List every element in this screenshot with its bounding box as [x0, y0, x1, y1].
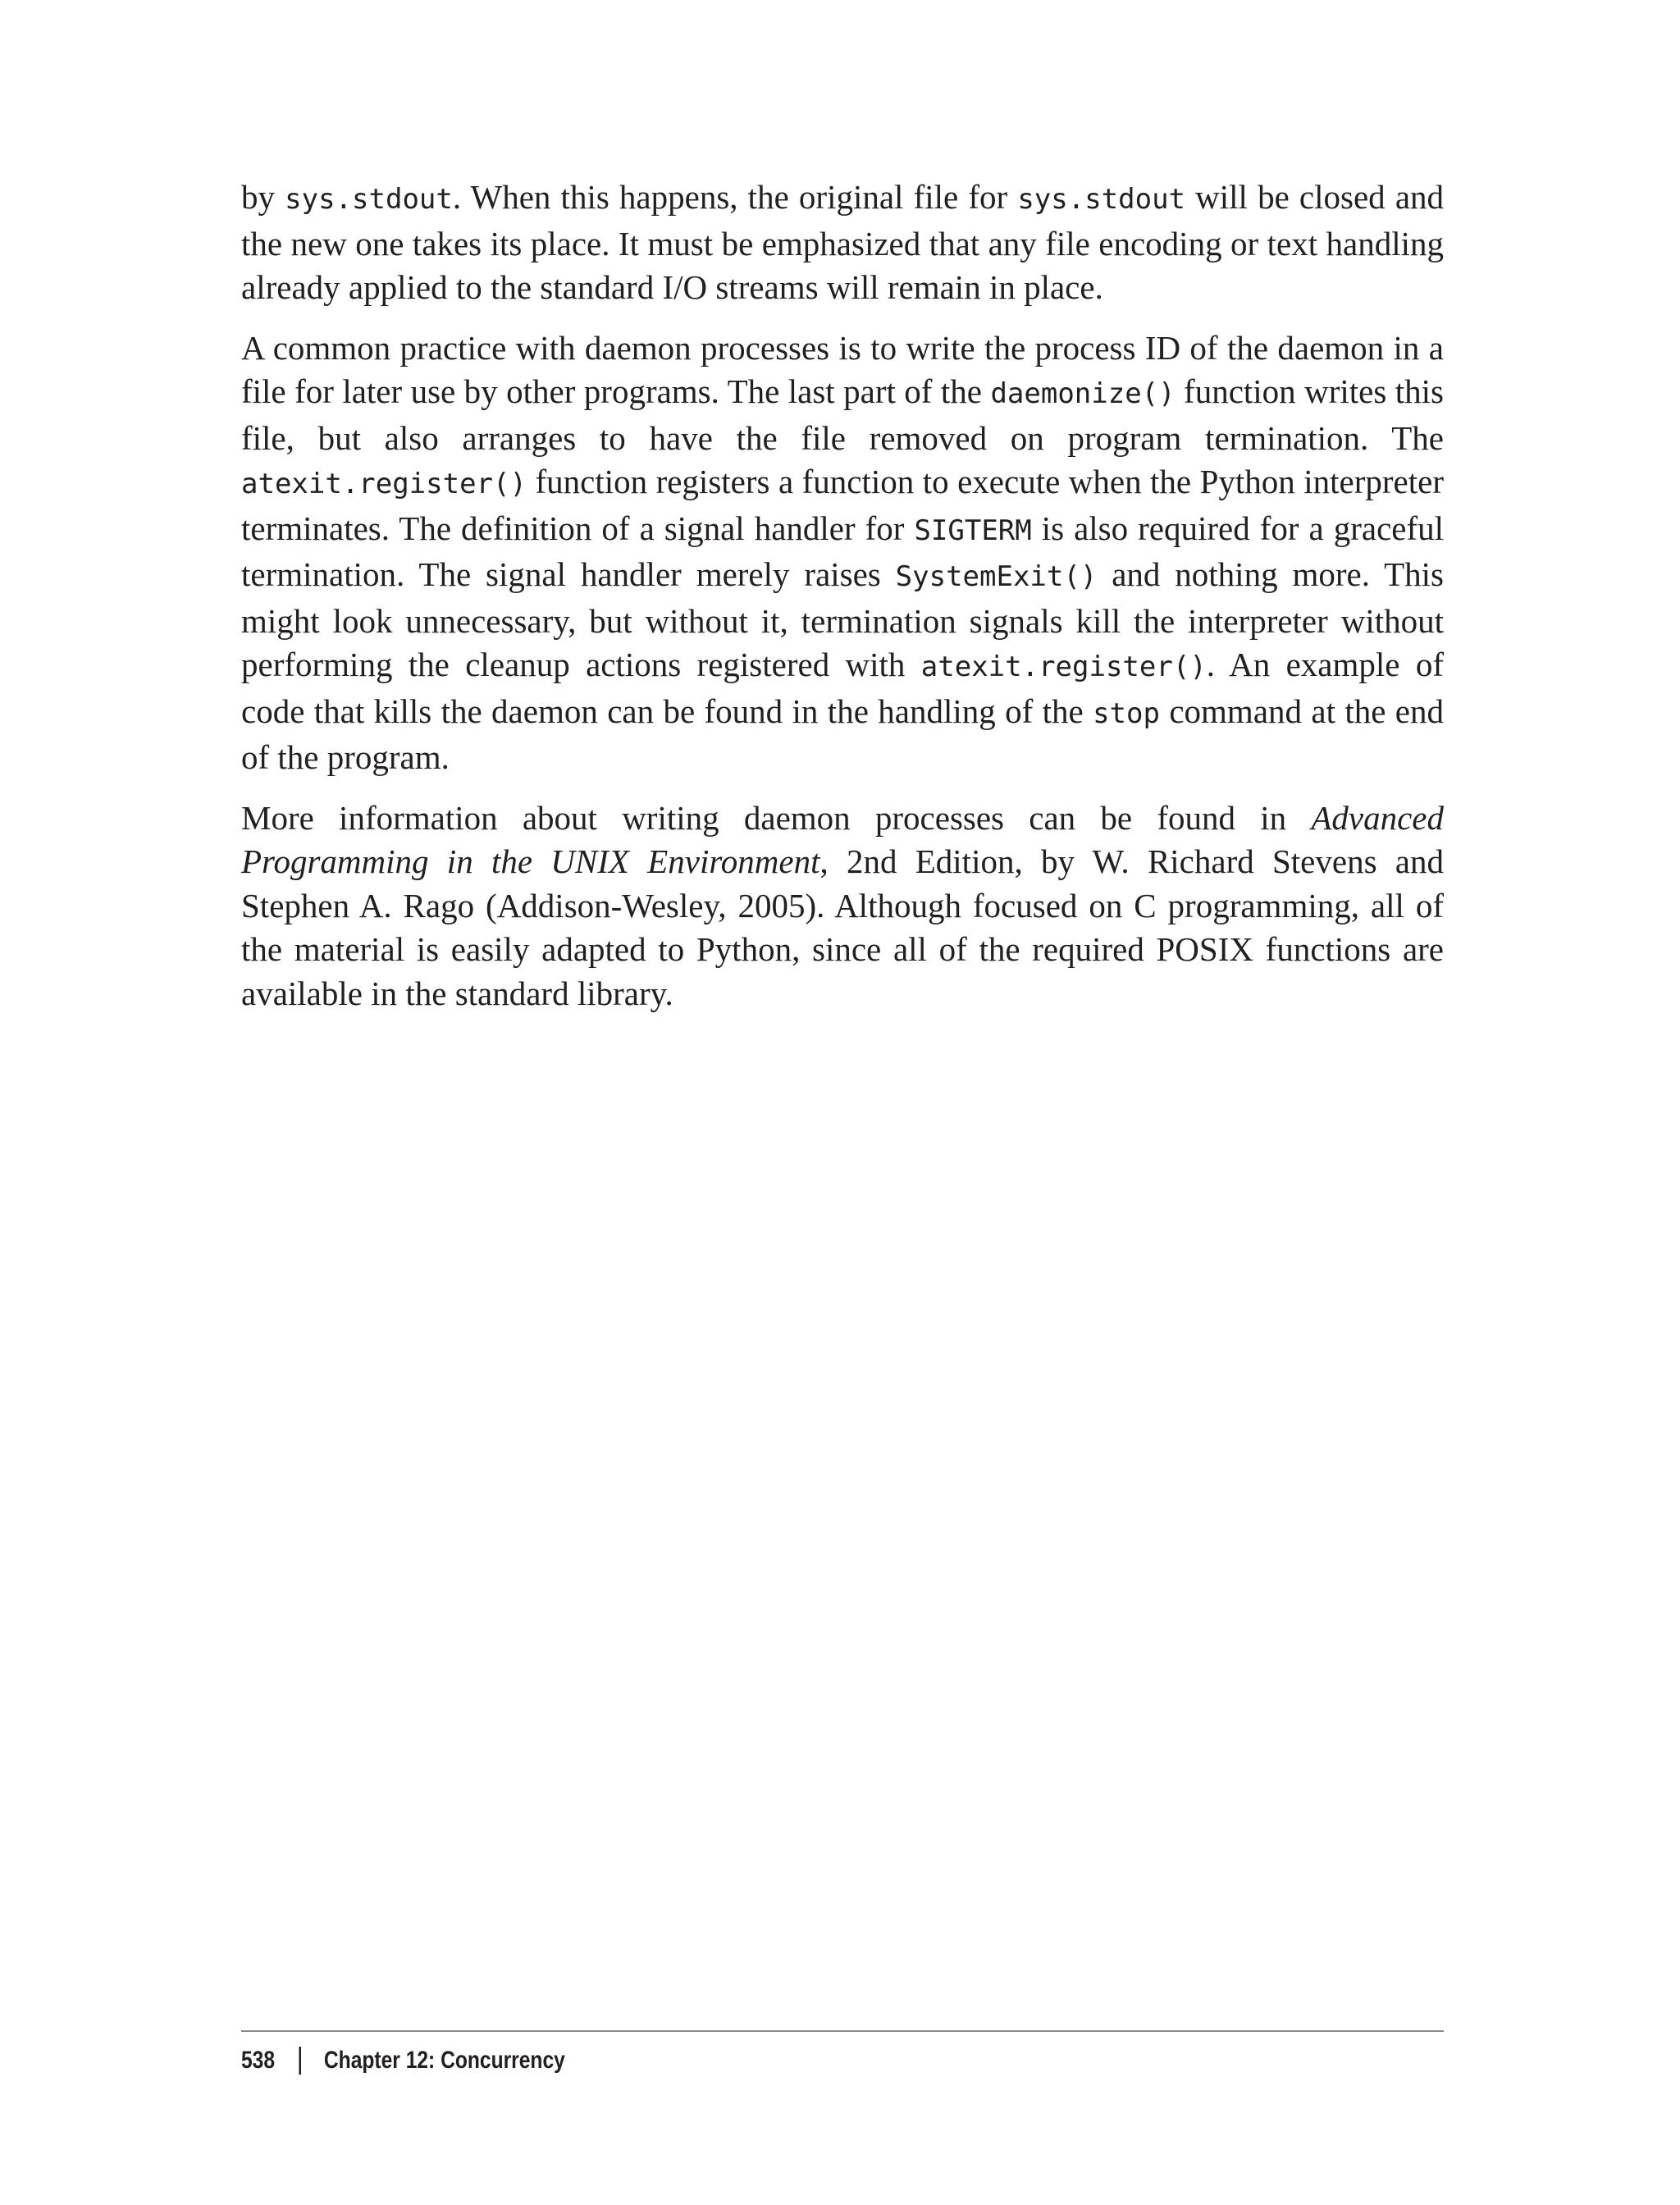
inline-code: SystemExit(): [895, 560, 1098, 593]
book-title-reference: Advanced Programming in the UNIX Environment: [241, 798, 1444, 880]
footer-divider: [241, 2030, 1444, 2032]
page-number: 538: [241, 2047, 276, 2074]
paragraph-pid-file: A common practice with daemon processes is to write the process ID of the daemon in a file for later use by other programs. The last part of the daemonize() function writes this file, but also arranges to have the file removed on program termination. The atexit.register() function registers a function to execute when the Python interpreter terminates. The definition of a signal handler for SIGTERM is also required for a graceful termination. The signal handler merely raises SystemExit() and nothing more. This might look unnecessary, but without it, termination signals kill the interpreter without performing the cleanup actions registered with atexit.register(). An example of code that kills the daemon can be found in the handling of the stop command at the end of the program.: [241, 328, 1445, 776]
footer-separator: [299, 2047, 301, 2075]
body-text: [241, 176, 1444, 1032]
inline-code: SIGTERM: [914, 514, 1032, 547]
page-footer: [241, 2040, 565, 2081]
chapter-title: Chapter 12: Concurrency: [323, 2047, 565, 2074]
inline-code: stop: [1093, 696, 1160, 730]
inline-code: sys.stdout: [1017, 183, 1186, 216]
inline-code: atexit.register(): [241, 468, 527, 500]
inline-code: atexit.register(): [920, 651, 1207, 683]
inline-code: daemonize(): [990, 377, 1176, 410]
paragraph-stdout-redirect: by sys.stdout. When this happens, the original file for sys.stdout will be closed and the new one takes its place. It must be emphasized that any file encoding or text handling already applied to the standard I/O streams will remain in place.: [241, 178, 1445, 306]
paragraph-more-information: More information about writing daemon processes can be found in Advanced Programming in the UNIX Environment, 2nd Edition, by W. Richard Stevens and Stephen A. Rago (Addison-Wesley, 2005). Although focused on C programming, all of the material is easily adapted to Python, since all of the required POSIX functions are available in the standard library.: [241, 798, 1444, 1012]
inline-code: sys.stdout: [285, 183, 453, 216]
